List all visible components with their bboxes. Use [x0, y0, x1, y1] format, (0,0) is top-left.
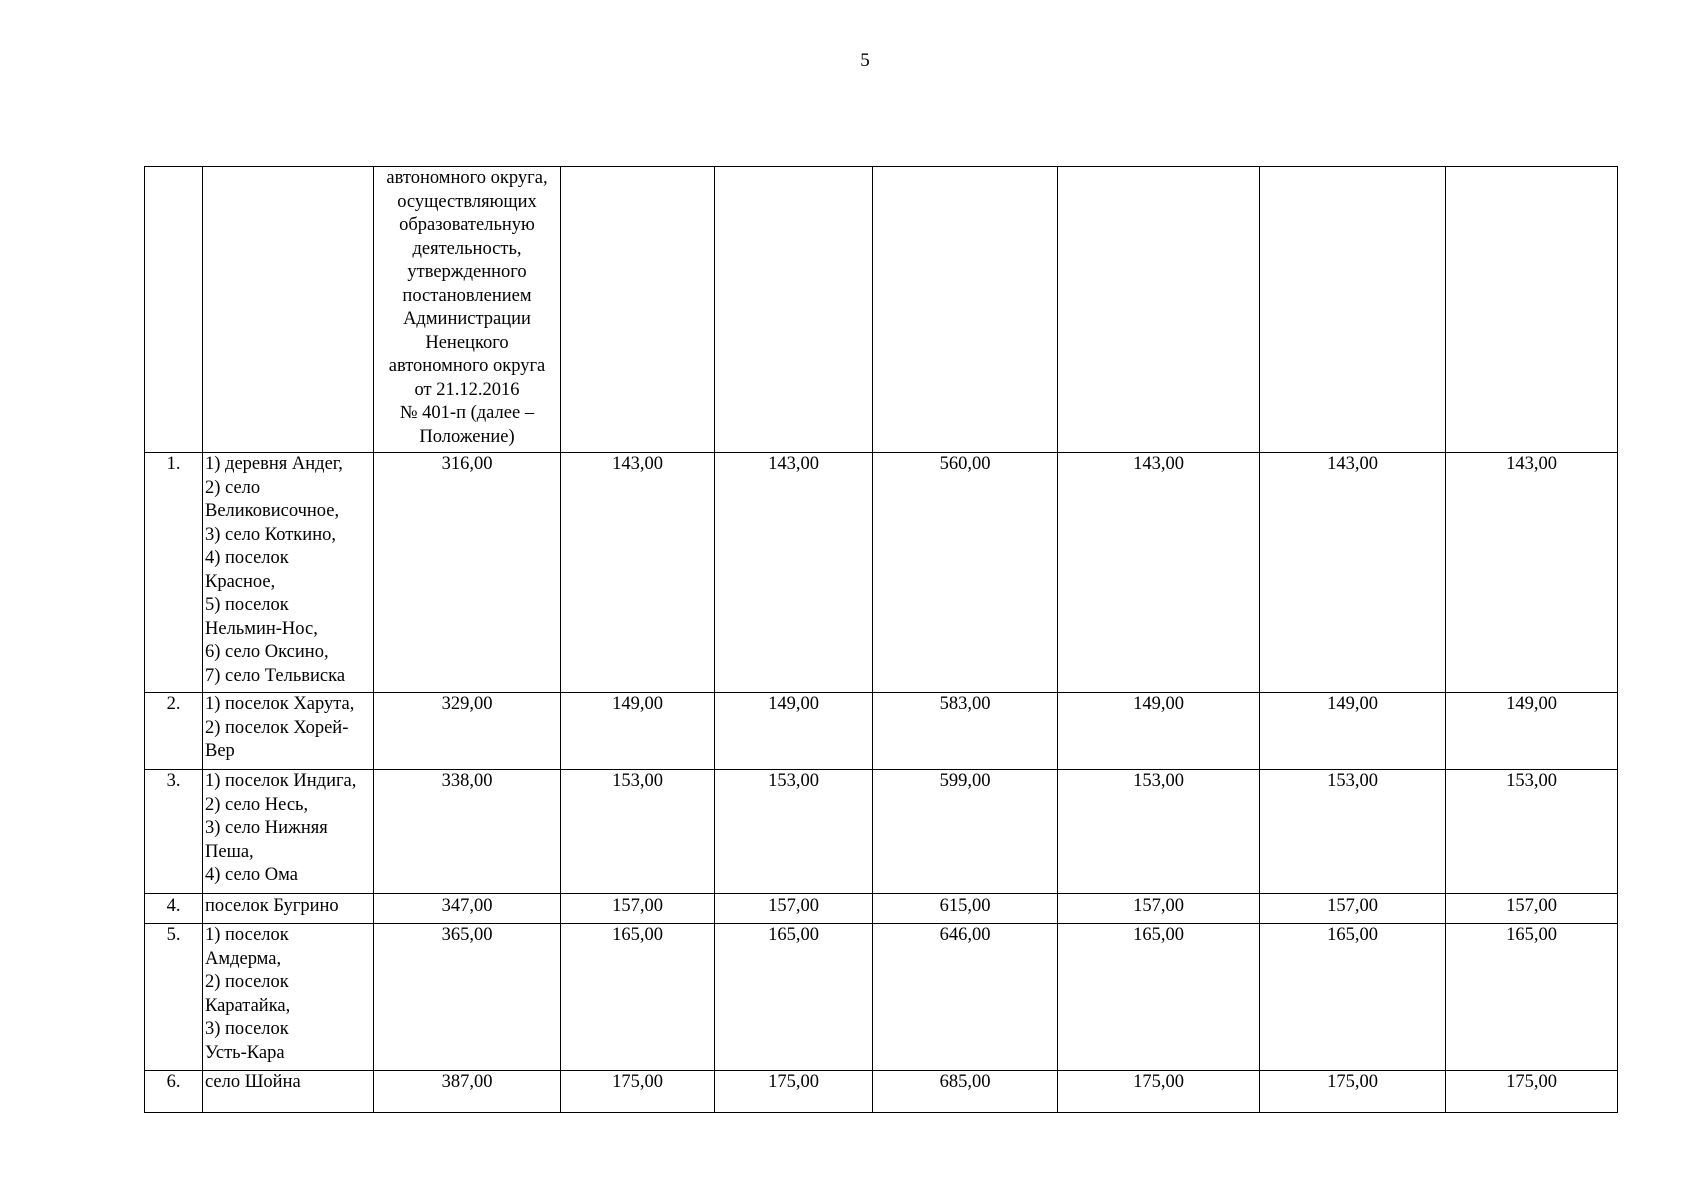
settlement-line: 2) поселок: [205, 972, 289, 992]
value-cell: 143,00: [561, 453, 715, 693]
header-cell-empty: [203, 167, 374, 453]
row-number: 2.: [145, 693, 203, 770]
value-cell: 153,00: [1058, 770, 1260, 894]
value-cell: 143,00: [1058, 453, 1260, 693]
value-cell: 157,00: [1446, 894, 1618, 924]
settlement-line: 1) поселок Индига,: [205, 771, 357, 791]
value-cell: 316,00: [374, 453, 561, 693]
row-settlements: [203, 453, 374, 693]
settlement-line: 3) поселок: [205, 1019, 289, 1039]
settlement-line: 6) село Оксино,: [205, 642, 329, 662]
value-cell: 149,00: [715, 693, 873, 770]
table-row: [145, 924, 1618, 1071]
value-cell: 143,00: [1446, 453, 1618, 693]
settlement-line: 2) село: [205, 477, 261, 498]
settlement-line: 7) село Тельвиска: [205, 665, 346, 686]
value-cell: 149,00: [1260, 693, 1446, 770]
settlement-line: 4) село Ома: [205, 865, 298, 885]
value-cell: 143,00: [715, 453, 873, 693]
value-cell: 583,00: [873, 693, 1058, 770]
header-text-line: Положение): [419, 426, 515, 447]
settlement-line: 1) поселок: [205, 925, 289, 945]
header-text-line: автономного округа: [388, 356, 546, 376]
value-cell: 143,00: [1260, 453, 1446, 693]
settlement-line: 4) поселок: [205, 548, 289, 568]
header-cell-description: [374, 167, 561, 453]
header-text-line: осуществляющих: [397, 191, 537, 212]
row-number: 6.: [145, 1071, 203, 1113]
value-cell: 560,00: [873, 453, 1058, 693]
value-cell: 387,00: [374, 1071, 561, 1113]
settlement-line: село Шойна: [205, 1072, 301, 1092]
value-cell: 646,00: [873, 924, 1058, 1071]
value-cell: 165,00: [1260, 924, 1446, 1071]
row-number: 1.: [145, 453, 203, 693]
row-settlements: [203, 894, 374, 924]
value-cell: 149,00: [561, 693, 715, 770]
settlement-line: Великовисочное,: [205, 501, 340, 521]
page-number: 5: [860, 50, 870, 71]
value-cell: 175,00: [1260, 1071, 1446, 1113]
header-text-line: утвержденного: [407, 262, 527, 282]
settlement-line: Красное,: [205, 571, 276, 592]
settlement-line: Вер: [205, 741, 235, 761]
value-cell: 153,00: [715, 770, 873, 894]
table-row: [145, 693, 1618, 770]
settlement-line: 1) деревня Андег,: [205, 454, 343, 474]
header-cell-empty: [1260, 167, 1446, 453]
header-cell-empty: [1058, 167, 1260, 453]
value-cell: 175,00: [715, 1071, 873, 1113]
value-cell: 175,00: [1058, 1071, 1260, 1113]
value-cell: 175,00: [1446, 1071, 1618, 1113]
value-cell: 149,00: [1446, 693, 1618, 770]
value-cell: 165,00: [561, 924, 715, 1071]
header-text-line: Ненецкого: [425, 332, 509, 353]
tariff-table: [144, 166, 1618, 1113]
row-number: 4.: [145, 894, 203, 924]
value-cell: 157,00: [1260, 894, 1446, 924]
settlement-line: 2) село Несь,: [205, 794, 309, 815]
row-number: 5.: [145, 924, 203, 1071]
settlement-line: 5) поселок: [205, 595, 289, 615]
settlement-line: Нельмин-Нос,: [205, 618, 318, 639]
header-cell-empty: [1446, 167, 1618, 453]
settlement-line: поселок Бугрино: [205, 896, 339, 916]
value-cell: 685,00: [873, 1071, 1058, 1113]
value-cell: 153,00: [561, 770, 715, 894]
header-text-line: деятельность,: [412, 238, 522, 259]
value-cell: 157,00: [715, 894, 873, 924]
value-cell: 157,00: [1058, 894, 1260, 924]
value-cell: 365,00: [374, 924, 561, 1071]
header-cell-empty: [145, 167, 203, 453]
settlement-line: 3) село Нижняя: [205, 818, 328, 838]
settlement-line: 3) село Коткино,: [205, 524, 336, 545]
settlement-line: 1) поселок Харута,: [205, 694, 355, 714]
table-header-row: [145, 167, 1618, 453]
row-settlements: [203, 924, 374, 1071]
header-cell-empty: [561, 167, 715, 453]
header-text-line: Администрации: [403, 309, 531, 329]
value-cell: 175,00: [561, 1071, 715, 1113]
table-row: [145, 894, 1618, 924]
row-settlements: [203, 1071, 374, 1113]
value-cell: 153,00: [1446, 770, 1618, 894]
value-cell: 347,00: [374, 894, 561, 924]
value-cell: 157,00: [561, 894, 715, 924]
header-cell-empty: [715, 167, 873, 453]
value-cell: 599,00: [873, 770, 1058, 894]
table-row: [145, 453, 1618, 693]
value-cell: 338,00: [374, 770, 561, 894]
table-row: [145, 770, 1618, 894]
value-cell: 165,00: [1058, 924, 1260, 1071]
row-settlements: [203, 770, 374, 894]
row-number: 3.: [145, 770, 203, 894]
settlement-line: Каратайка,: [205, 995, 291, 1016]
table-row: [145, 1071, 1618, 1113]
value-cell: 329,00: [374, 693, 561, 770]
settlement-line: Усть-Кара: [205, 1042, 285, 1063]
header-text-line: автономного округа,: [386, 168, 548, 188]
row-settlements: [203, 693, 374, 770]
header-cell-empty: [873, 167, 1058, 453]
header-text-line: № 401-п (далее –: [399, 403, 535, 423]
header-text-line: от 21.12.2016: [414, 379, 520, 400]
settlement-line: Амдерма,: [205, 948, 282, 969]
settlement-line: 2) поселок Хорей-: [205, 717, 349, 738]
value-cell: 165,00: [715, 924, 873, 1071]
value-cell: 615,00: [873, 894, 1058, 924]
value-cell: 149,00: [1058, 693, 1260, 770]
header-text-line: образовательную: [399, 215, 535, 235]
value-cell: 153,00: [1260, 770, 1446, 894]
header-text-line: постановлением: [402, 285, 532, 306]
value-cell: 165,00: [1446, 924, 1618, 1071]
settlement-line: Пеша,: [205, 841, 254, 862]
